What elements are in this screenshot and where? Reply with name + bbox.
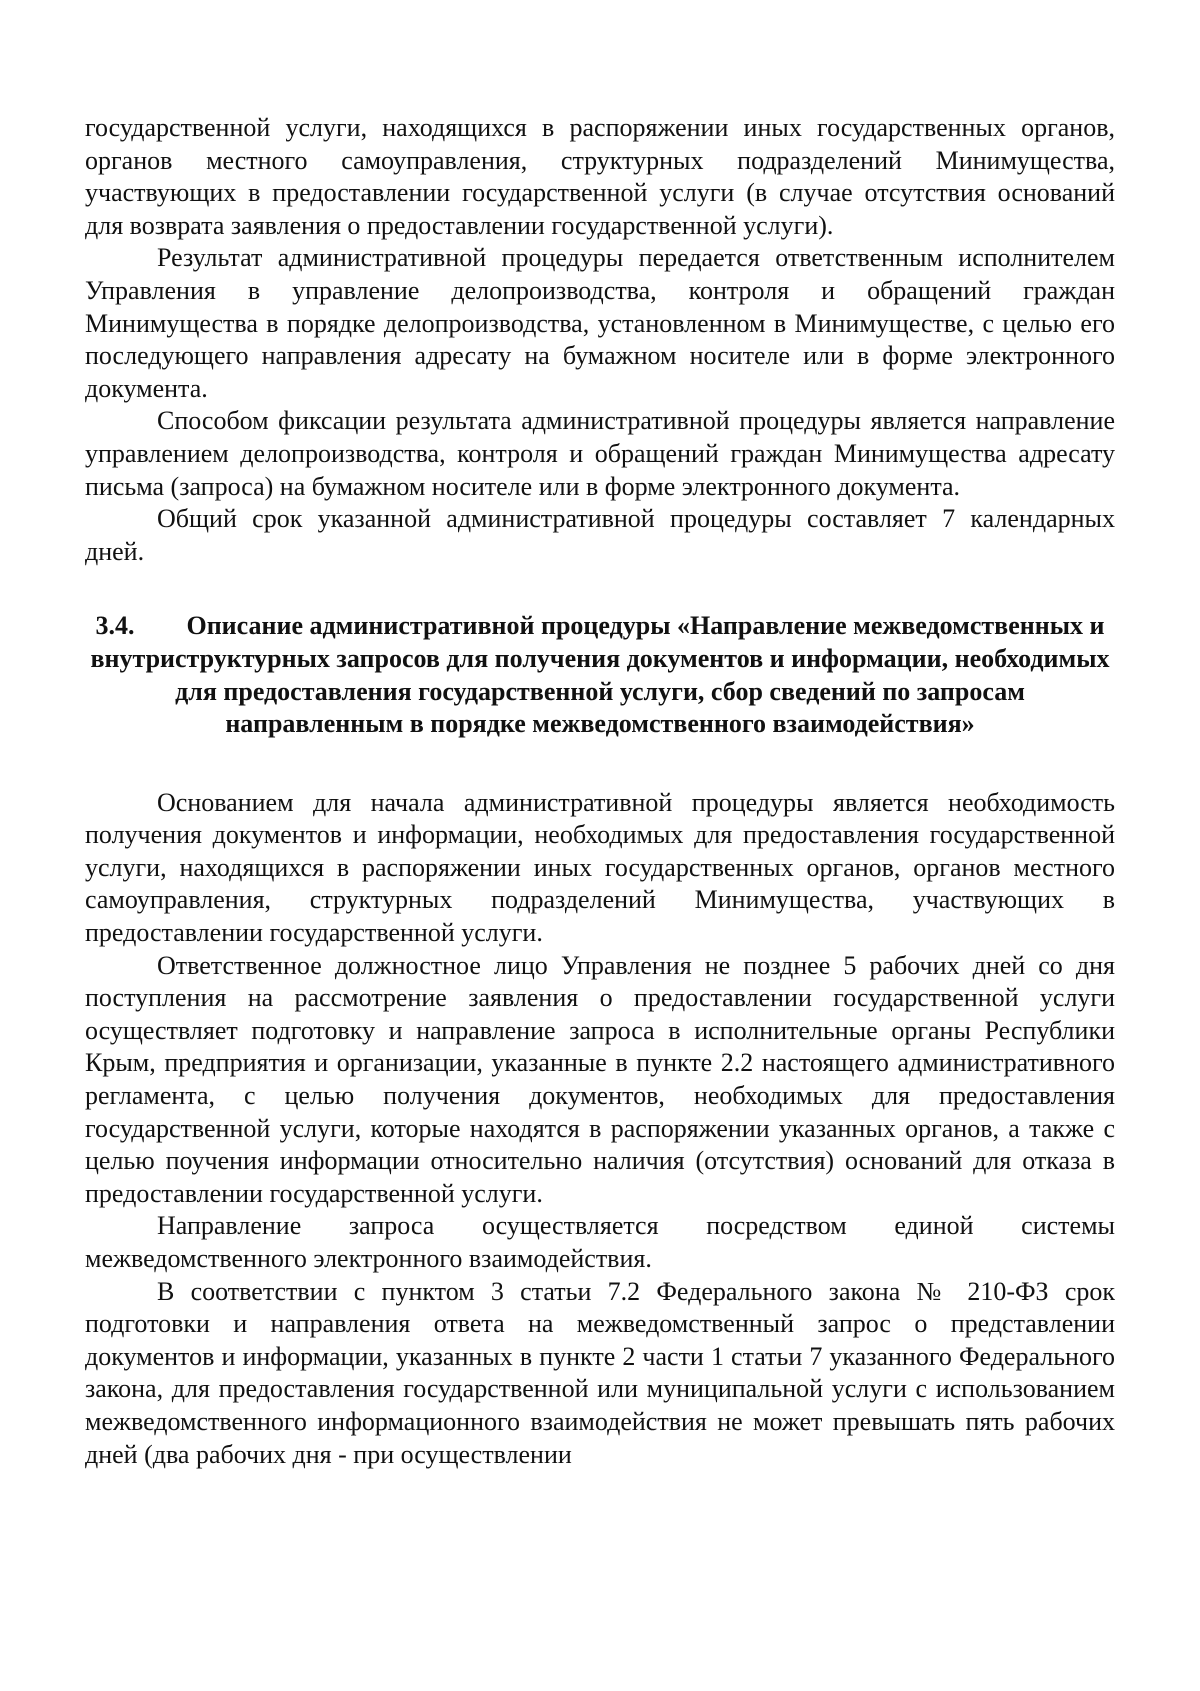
paragraph-result: Результат административной процедуры передается ответственным исполнителем Управления в управление делопроизводства, контроля и обращений граждан Минимущества в порядке делопроизводства, установленном в Минимуществе, с целью его последующего направления адресату на бумажном носителе или в форме электронного документа.	[85, 243, 1115, 403]
section-title: Описание административной процедуры «Направление межведомственных и внутриструктурных запросов для получения документов и информации, необходимых для предоставления государственной услуги, сбор сведений по запросам направленным в порядке межведомственного взаимодействия»	[90, 611, 1110, 739]
section-heading	[85, 610, 1115, 740]
section-number: 3.4.	[95, 611, 135, 641]
paragraph-responsible-official: Ответственное должностное лицо Управления не позднее 5 рабочих дней со дня поступления на рассмотрение заявления о предоставлении государственной услуги осуществляет подготовку и направление запроса в исполнительные органы Республики Крым, предприятия и организации, указанные в пункте 2.2 настоящего административного регламента, с целью получения документов, необходимых для предоставления государственной услуги, которые находятся в распоряжении указанных органов, а также с целью поучения информации относительно наличия (отсутствия) оснований для отказа в предоставлении государственной услуги.	[85, 950, 1115, 1208]
paragraph-basis: Основанием для начала административной процедуры является необходимость получения документов и информации, необходимых для предоставления государственной услуги, находящихся в распоряжении иных государственных органов, органов местного самоуправления, структурных подразделений Минимущества, участвующих в предоставлении государственной услуги.	[85, 787, 1115, 948]
paragraph-continuation: государственной услуги, находящихся в распоряжении иных государственных органов, органов местного самоуправления, структурных подразделений Минимущества, участвующих в предоставлении государственной услуги (в случае отсутствия оснований для возврата заявления о предоставлении государственной услуги).	[85, 113, 1115, 240]
document-page	[85, 112, 1115, 1471]
paragraph-fixation: Способом фиксации результата административной процедуры является направление управлением делопроизводства, контроля и обращений граждан Минимущества адресату письма (запроса) на бумажном носителе или в форме электронного документа.	[85, 406, 1115, 501]
paragraph-federal-law: В соответствии с пунктом 3 статьи 7.2 Федерального закона № 210-ФЗ срок подготовки и направления ответа на межведомственный запрос о представлении документов и информации, указанных в пункте 2 части 1 статьи 7 указанного Федерального закона, для предоставления государственной или муниципальной услуги с использованием межведомственного информационного взаимодействия не может превышать пять рабочих дней (два рабочих дня - при осуществлении	[85, 1276, 1115, 1469]
paragraph-term: Общий срок указанной административной процедуры составляет 7 календарных дней.	[85, 504, 1115, 566]
paragraph-request-channel: Направление запроса осуществляется посредством единой системы межведомственного электронного взаимодействия.	[85, 1211, 1115, 1273]
